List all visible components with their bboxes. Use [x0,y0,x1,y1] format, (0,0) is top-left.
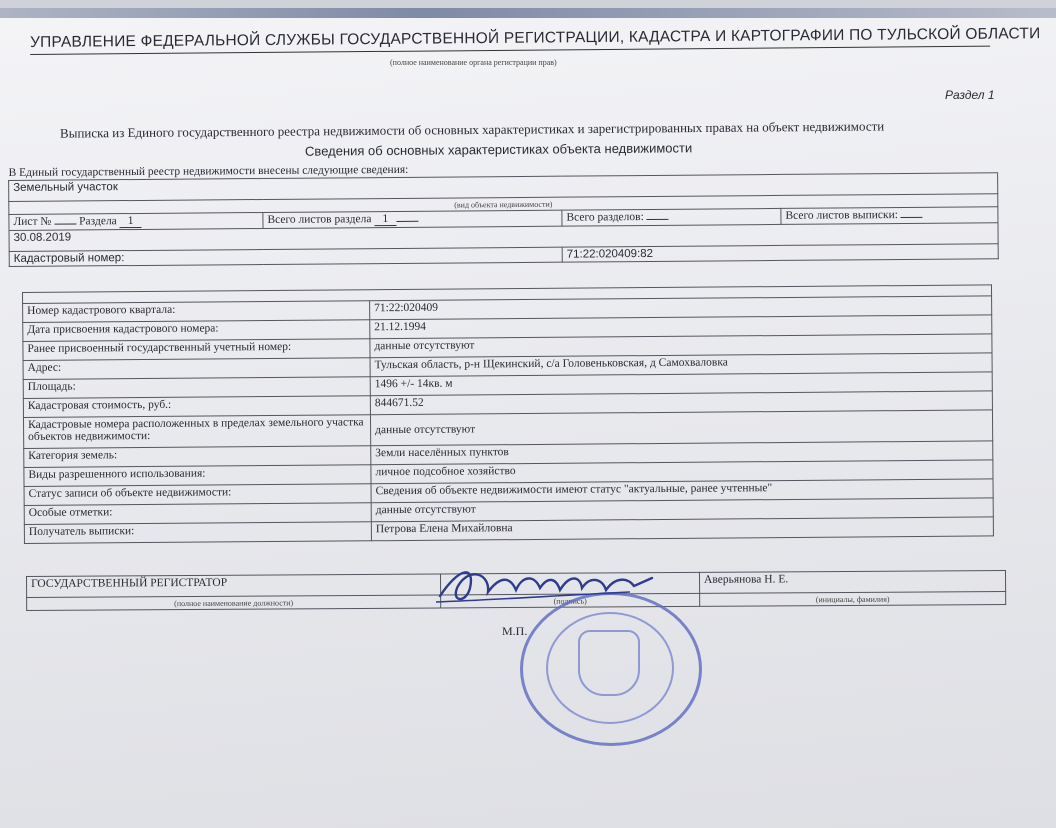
detail-label: Виды разрешенного использования: [24,465,371,487]
top-edge [0,8,1056,18]
name-caption: (инициалы, фамилия) [815,594,890,605]
document-subtitle: Сведения об основных характеристиках объекта недвижимости [304,140,693,159]
registrar-name: Аверьянова Н. Е. [699,571,1005,594]
detail-value: 844671.52 [370,391,992,415]
total-sheets-section-value: 1 [374,213,396,226]
detail-value: данные отсутствуют [371,498,993,522]
property-details-table [22,284,994,544]
detail-label: Особые отметки: [24,503,371,525]
detail-label: Дата присвоения кадастрового номера: [23,320,370,342]
seal-label: М.П. [502,624,528,638]
sheet-label: Лист № [13,215,52,228]
detail-value: Земли населённых пунктов [371,441,993,465]
section-part-value: 1 [120,215,142,228]
registry-intro: В Единый государственный реестр недвижимости внесены следующие сведения: [8,158,997,180]
total-sheets-label: Всего листов выписки: [785,209,898,222]
detail-label: Кадастровые номера расположенных в пределах земельного участка объектов недвижимости: [23,415,370,449]
registrar-role: ГОСУДАРСТВЕННЫЙ РЕГИСТРАТОР [27,574,441,598]
total-sheets-section-label: Всего листов раздела [267,213,372,226]
detail-value: 21.12.1994 [370,315,992,339]
authority-title: УПРАВЛЕНИЕ ФЕДЕРАЛЬНОЙ СЛУЖБЫ ГОСУДАРСТВЕННОЙ РЕГИСТРАЦИИ, КАДАСТРА И КАРТОГРАФИИ ПО ТУЛЬСКОЙ ОБЛАСТИ [30,26,990,55]
detail-value: данные отсутствуют [370,410,992,446]
registry-header-table [8,158,999,267]
document-page [0,8,1056,828]
cadastral-label: Кадастровый номер: [9,247,562,266]
detail-value: Тульская область, р-н Щекинский, с/а Головеньковская, д Самохваловка [370,353,992,377]
object-type: Земельный участок [9,173,998,202]
signature [430,556,670,616]
coat-of-arms-icon [578,630,640,696]
extract-date: 30.08.2019 [9,223,998,252]
detail-value: Сведения об объекте недвижимости имеют статус "актуальные, ранее учтенные" [371,479,993,503]
detail-value: данные отсутствуют [370,334,992,358]
section-part-label: Раздела [79,215,117,228]
signature-stroke [440,572,652,599]
object-type-caption: (вид объекта недвижимости) [454,199,553,210]
role-caption: (полное наименование должности) [174,598,294,609]
authority-caption: (полное наименование органа регистрации прав) [390,58,557,67]
detail-label: Получатель выписки: [24,522,371,544]
document-title: Выписка из Единого государственного реестра недвижимости об основных характеристиках и зарегистрированных правах на объект недвижимости [59,118,885,141]
detail-label: Статус записи об объекте недвижимости: [24,484,371,506]
total-sections-label: Всего разделов: [566,211,644,224]
detail-label: Площадь: [23,377,370,399]
signature-caption: (подпись) [553,596,587,606]
detail-value: 1496 +/- 14кв. м [370,372,992,396]
detail-value: Петрова Елена Михайловна [371,517,993,541]
detail-label: Номер кадастрового квартала: [23,301,370,323]
detail-label: Адрес: [23,358,370,380]
detail-label: Кадастровая стоимость, руб.: [23,396,370,418]
detail-label: Категория земель: [24,446,371,468]
detail-value: 71:22:020409 [370,296,992,320]
section-label: Раздел 1 [945,88,995,102]
detail-label: Ранее присвоенный государственный учетный номер: [23,339,370,361]
cadastral-value: 71:22:020409:82 [562,244,998,262]
detail-value: личное подсобное хозяйство [371,460,993,484]
